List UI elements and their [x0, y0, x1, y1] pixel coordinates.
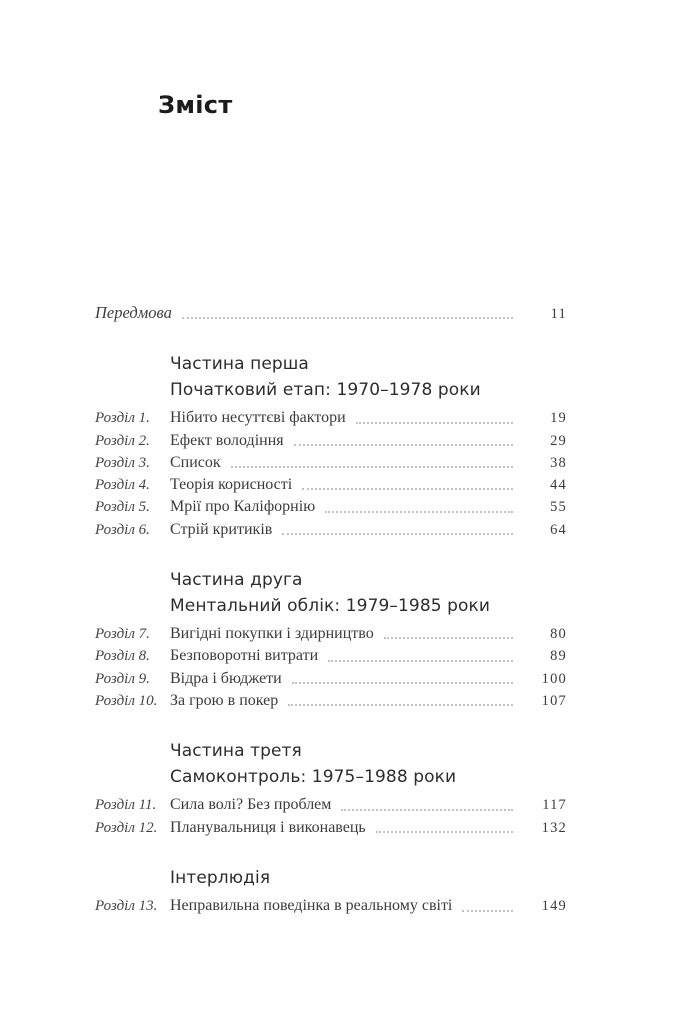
chapter-title: Ефект володіння — [170, 431, 284, 449]
page-number: 132 — [541, 819, 567, 836]
page-number: 89 — [550, 648, 567, 665]
chapter-title: Вигідні покупки і здирництво — [170, 625, 374, 643]
dotted-leader — [302, 488, 513, 490]
chapter-title: Відра і бюджети — [170, 669, 282, 687]
page-number: 107 — [541, 692, 567, 709]
page-number: 64 — [550, 521, 567, 538]
toc-entry — [95, 623, 567, 645]
chapter-label: Розділ 9. — [95, 670, 150, 687]
dotted-leader — [182, 317, 513, 319]
dotted-leader — [341, 809, 513, 811]
preface-label: Передмова — [95, 303, 172, 322]
page-number: 117 — [542, 797, 567, 814]
page-number: 100 — [541, 670, 567, 687]
toc-section-part2 — [95, 568, 567, 712]
chapter-label: Розділ 10. — [95, 692, 158, 709]
chapter-title: Стрій критиків — [170, 520, 273, 538]
toc-entry — [95, 519, 567, 541]
chapter-label: Розділ 8. — [95, 648, 150, 665]
toc-entry — [95, 895, 567, 917]
toc-entry — [95, 496, 567, 518]
toc-entry — [95, 668, 567, 690]
part-heading — [170, 866, 567, 892]
toc-entry — [95, 407, 567, 429]
part-subtitle: Ментальний облік: 1979–1985 роки — [170, 595, 491, 616]
toc-section-part1 — [95, 352, 567, 541]
page-number: 44 — [550, 477, 567, 494]
dotted-leader — [282, 533, 513, 535]
chapter-title: Теорія корисності — [170, 476, 293, 494]
chapter-label: Розділ 13. — [95, 898, 158, 915]
part-heading — [170, 568, 567, 619]
dotted-leader — [376, 831, 513, 833]
chapter-title: Планувальниця і виконавець — [170, 818, 366, 836]
page-title: Зміст — [158, 91, 233, 119]
part-name: Частина третя — [170, 741, 302, 762]
chapter-label: Розділ 11. — [95, 797, 157, 814]
chapter-label: Розділ 12. — [95, 819, 158, 836]
page-number: 38 — [550, 454, 567, 471]
page-number: 11 — [550, 306, 567, 322]
toc-entry — [95, 817, 567, 839]
toc-entry-preface — [95, 302, 567, 325]
dotted-leader — [356, 422, 513, 424]
dotted-leader — [384, 637, 513, 639]
page-number: 19 — [550, 410, 567, 427]
chapter-label: Розділ 6. — [95, 521, 150, 538]
dotted-leader — [462, 910, 513, 912]
toc-section-interlude — [95, 866, 567, 918]
chapter-title: Нібито несуттєві фактори — [170, 409, 346, 427]
dotted-leader — [231, 466, 513, 468]
chapter-title: Неправильна поведінка в реальному світі — [170, 897, 453, 915]
chapter-title: Сила волі? Без проблем — [170, 796, 332, 814]
chapter-title: Мрії про Каліфорнію — [170, 498, 316, 516]
chapter-title: Список — [170, 453, 221, 471]
part-subtitle: Початковий етап: 1970–1978 роки — [170, 379, 481, 400]
chapter-title: Безповоротні витрати — [170, 647, 319, 665]
chapter-title: За грою в покер — [170, 691, 279, 709]
page-number: 80 — [550, 626, 567, 643]
toc-entry — [95, 645, 567, 667]
toc-entry — [95, 794, 567, 816]
page-number: 55 — [550, 499, 567, 516]
dotted-leader — [292, 682, 513, 684]
page-number: 29 — [550, 432, 567, 449]
toc-section-part3 — [95, 739, 567, 839]
chapter-label: Розділ 2. — [95, 432, 150, 449]
part-name: Частина друга — [170, 570, 303, 591]
page-number: 149 — [541, 898, 567, 915]
part-name: Інтерлюдія — [170, 867, 271, 888]
dotted-leader — [294, 444, 513, 446]
chapter-label: Розділ 7. — [95, 626, 150, 643]
chapter-label: Розділ 4. — [95, 477, 150, 494]
part-name: Частина перша — [170, 354, 309, 375]
part-subtitle: Самоконтроль: 1975–1988 роки — [170, 766, 457, 787]
dotted-leader — [288, 704, 513, 706]
chapter-label: Розділ 1. — [95, 410, 150, 427]
toc-entry — [95, 430, 567, 452]
part-heading — [170, 352, 567, 403]
part-heading — [170, 739, 567, 790]
toc-entry — [95, 452, 567, 474]
toc-entry — [95, 474, 567, 496]
chapter-label: Розділ 3. — [95, 454, 150, 471]
chapter-label: Розділ 5. — [95, 499, 150, 516]
dotted-leader — [328, 660, 513, 662]
toc-entry — [95, 690, 567, 712]
dotted-leader — [325, 511, 513, 513]
